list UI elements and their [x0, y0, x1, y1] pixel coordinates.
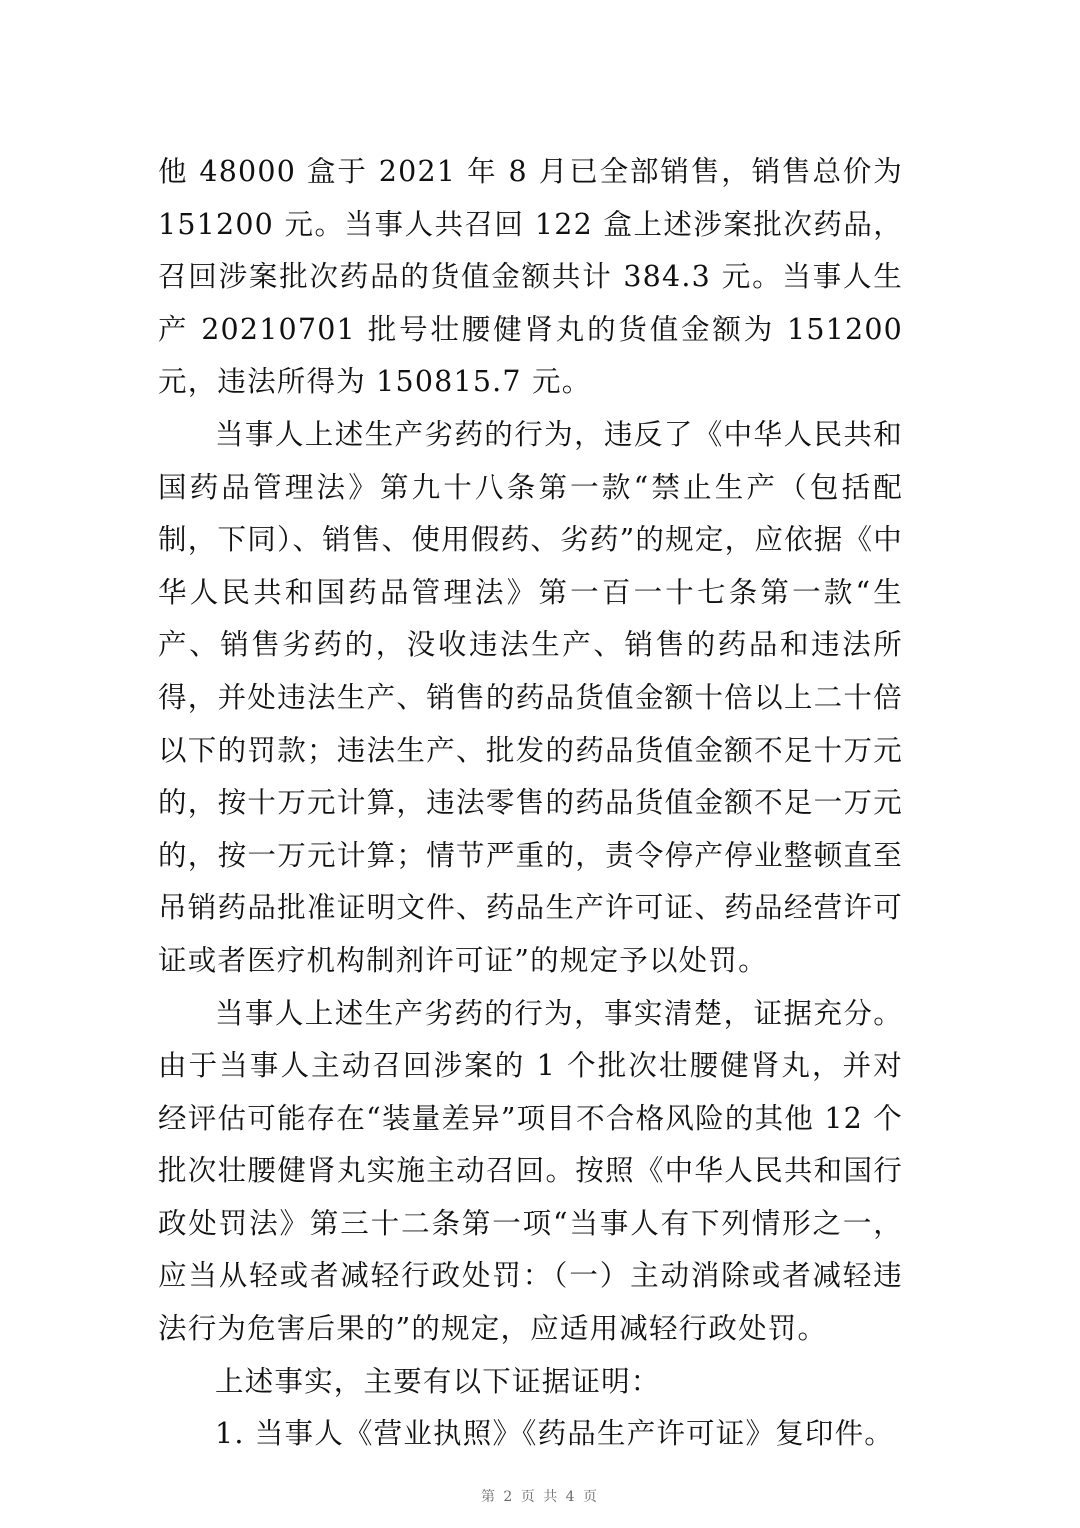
- page-number: 第 2 页 共 4 页: [480, 1489, 600, 1505]
- paragraph-evidence-item-1: 1. 当事人《营业执照》《药品生产许可证》复印件。: [215, 1417, 895, 1451]
- paragraph-mitigation: 当事人上述生产劣药的行为，事实清楚，证据充分。由于当事人主动召回涉案的 1 个批次壮腰健肾丸，并对经评估可能存在“装量差异”项目不合格风险的其他 12 个批次壮腰健肾丸实施主动召回。按照《中华人民共和国行政处罚法》第三十二条第一项“当事人有下列情形之一，应当从轻或者减轻行政处罚：（一）主动消除或者减轻违法行为危害后果的”的规定，应适用减轻行政处罚。: [158, 996, 903, 1346]
- paragraph-evidence-intro: 上述事实，主要有以下证据证明：: [215, 1364, 661, 1398]
- document-body: [158, 146, 903, 1461]
- paragraph-legal-basis: 当事人上述生产劣药的行为，违反了《中华人民共和国药品管理法》第九十八条第一款“禁止生产（包括配制，下同）、销售、使用假药、劣药”的规定，应依据《中华人民共和国药品管理法》第一百一十七条第一款“生产、销售劣药的，没收违法生产、销售的药品和违法所得，并处违法生产、销售的药品货值金额十倍以上二十倍以下的罚款；违法生产、批发的药品货值金额不足十万元的，按十万元计算，违法零售的药品货值金额不足一万元的，按一万元计算；情节严重的，责令停产停业整顿直至吊销药品批准证明文件、药品生产许可证、药品经营许可证或者医疗机构制剂许可证”的规定予以处罚。: [158, 417, 903, 977]
- paragraph-continuation: 他 48000 盒于 2021 年 8 月已全部销售，销售总价为 151200 元。当事人共召回 122 盒上述涉案批次药品，召回涉案批次药品的货值金额共计 384.3 元。当事人生产 20210701 批号壮腰健肾丸的货值金额为 151200 元，违法所得为 150815.7 元。: [158, 155, 903, 399]
